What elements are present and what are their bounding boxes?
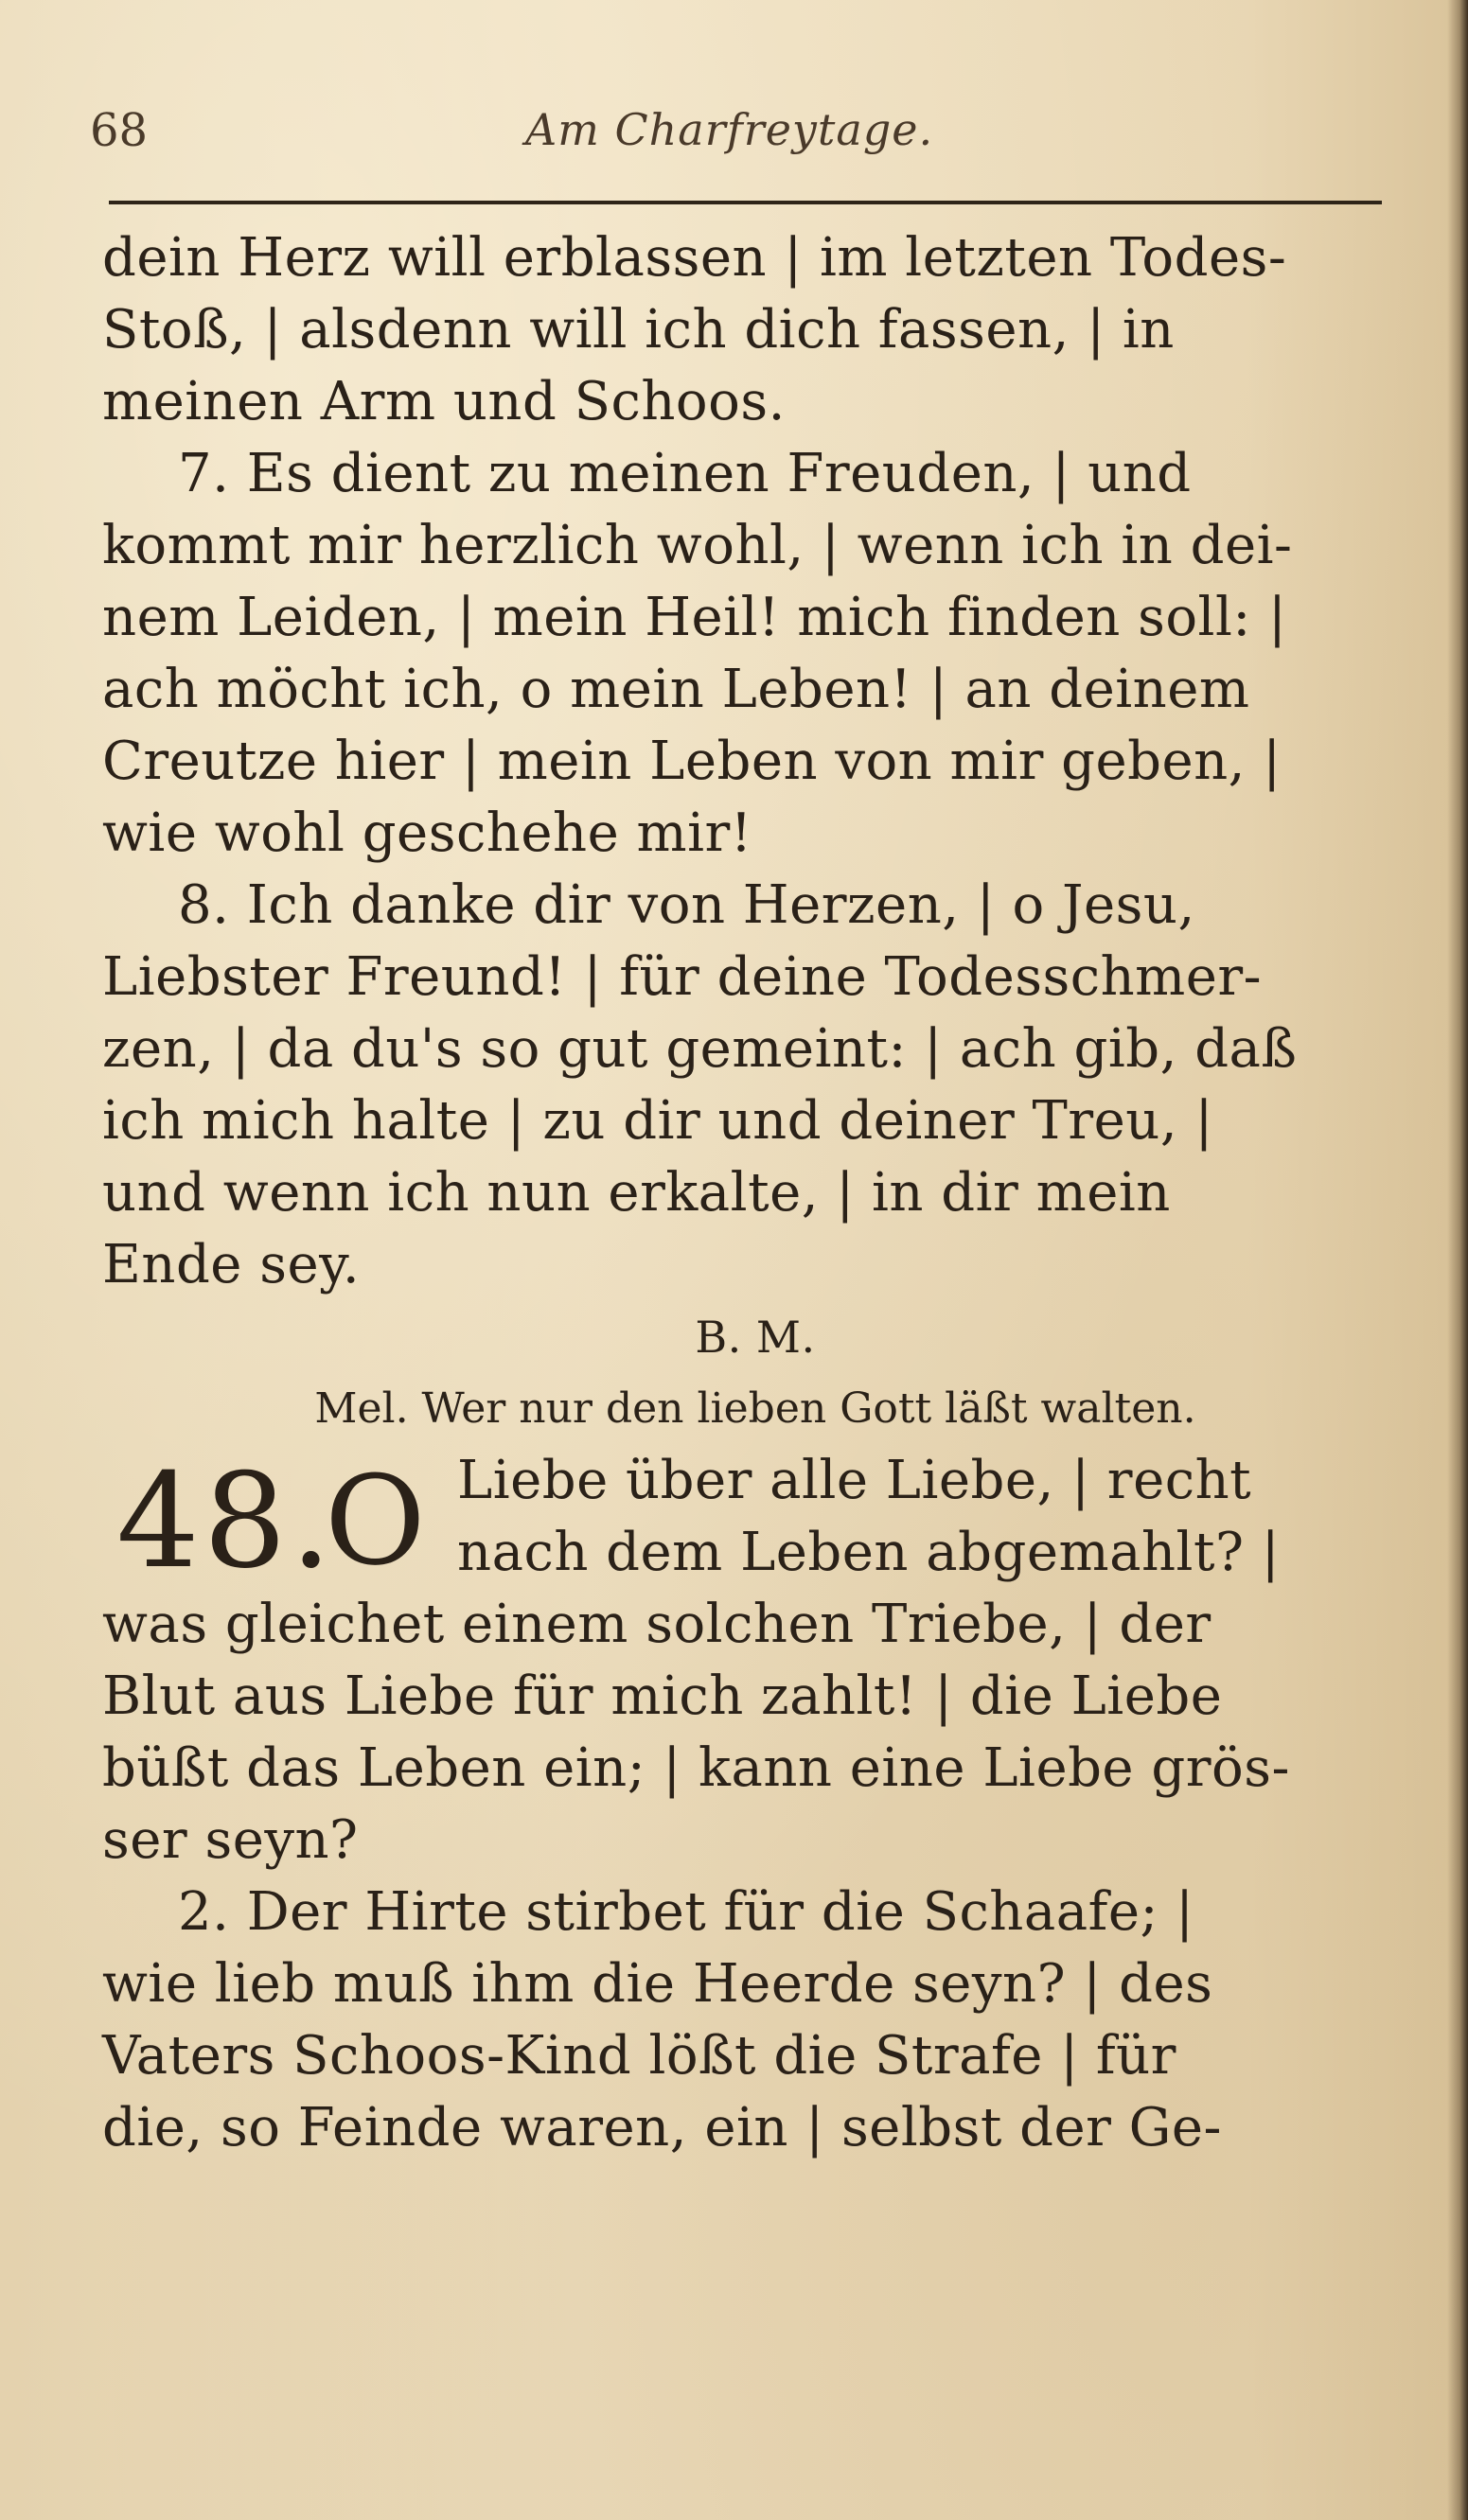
verse-7-line: 7. Es dient zu meinen Freuden, | und [178, 443, 1192, 504]
running-head: Am Charfreytage. [525, 104, 934, 155]
hymn-48-line: was gleichet einem solchen Triebe, | der [102, 1594, 1212, 1655]
verse-8-line: Ende sey. [102, 1234, 361, 1295]
page-header [90, 104, 1358, 170]
drop-cap: O [325, 1449, 426, 1593]
verse-8-line: ich mich halte | zu dir und deiner Treu, | [102, 1090, 1213, 1152]
melody-line: Mel. Wer nur den lieben Gott läßt walten. [314, 1384, 1196, 1433]
hymn-48-line: büßt das Leben ein; | kann eine Liebe grös- [102, 1737, 1290, 1799]
verse-8-line: und wenn ich nun erkalte, | in dir mein [102, 1162, 1171, 1224]
hymn-48-first-lines [457, 1445, 1280, 1589]
hymn-48-opening [102, 1445, 1408, 1597]
verse-2-line: Vaters Schoos-Kind lößt die Strafe | für [102, 2025, 1176, 2087]
text-line: dein Herz will erblassen | im letzten Todes- [102, 227, 1287, 289]
verse-7-line: wie wohl geschehe mir! [102, 802, 752, 864]
header-rule [109, 201, 1382, 204]
verse-8-line: Liebster Freund! | für deine Todesschmer- [102, 946, 1263, 1008]
text-line: meinen Arm und Schoos. [102, 371, 786, 432]
page-edge [1447, 0, 1468, 2520]
verse-2-line: 2. Der Hirte stirbet für die Schaafe; | [178, 1881, 1194, 1943]
verse-7-line: nem Leiden, | mein Heil! mich finden soll: | [102, 587, 1287, 648]
page-number: 68 [90, 104, 149, 157]
hymn-text [102, 222, 1408, 2164]
verse-2-line: die, so Feinde waren, ein | selbst der Ge- [102, 2097, 1222, 2159]
hymn-48-line: Liebe über alle Liebe, | recht [457, 1450, 1252, 1511]
hymn-number: 48. [116, 1445, 336, 1597]
section-label: B. M. [695, 1312, 816, 1363]
verse-8-line: zen, | da du's so gut gemeint: | ach gib, daß [102, 1018, 1298, 1080]
hymn-48-line: ser seyn? [102, 1809, 359, 1871]
text-line: Stoß, | alsdenn will ich dich fassen, | in [102, 299, 1175, 361]
hymn-48-line: Blut aus Liebe für mich zahlt! | die Liebe [102, 1665, 1223, 1727]
verse-2-line: wie lieb muß ihm die Heerde seyn? | des [102, 1953, 1213, 2015]
verse-7-line: ach möcht ich, o mein Leben! | an deinem [102, 659, 1250, 720]
hymn-48-line: nach dem Leben abgemahlt? | [457, 1522, 1281, 1583]
verse-8-line: 8. Ich danke dir von Herzen, | o Jesu, [178, 874, 1195, 936]
verse-7-line: kommt mir herzlich wohl, | wenn ich in dei- [102, 515, 1293, 576]
verse-7-line: Creutze hier | mein Leben von mir geben, | [102, 731, 1282, 792]
